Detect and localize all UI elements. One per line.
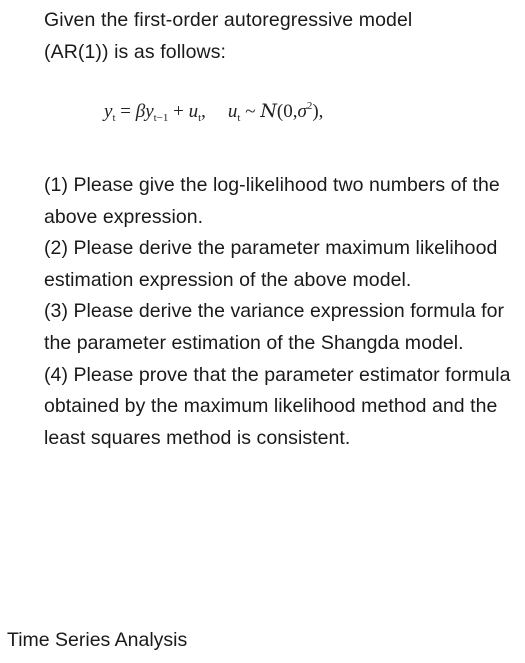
formula-y-lag: y	[145, 101, 154, 122]
formula-y-sub: t	[112, 112, 116, 124]
intro-line-2: (AR(1)) is as follows:	[44, 41, 227, 63]
formula-beta: β	[135, 101, 146, 122]
question-part-1: (1) Please give the log-likelihood two numbers of the above expression.	[44, 174, 500, 228]
formula-u-sub: t	[198, 112, 202, 124]
formula-sigma-sup: 2	[306, 100, 313, 112]
formula-y: y	[104, 101, 113, 122]
formula-normal-dist: N	[260, 100, 277, 122]
question-part-2: (2) Please derive the parameter maximum likelihood estimation expression of the above model.	[44, 237, 498, 291]
formula-comma-1: ,	[201, 101, 206, 122]
formula-equals: =	[115, 101, 136, 122]
formula-y-lag-sub: t−1	[153, 112, 169, 124]
formula-args-close: )	[312, 101, 319, 122]
question-intro	[44, 4, 520, 68]
formula-sigma: σ	[297, 101, 307, 122]
formula-plus: +	[168, 101, 189, 122]
formula-tilde: ~	[240, 101, 261, 122]
subject-label: Time Series Analysis	[7, 629, 188, 651]
question-parts	[44, 170, 522, 454]
question-part-4: (4) Please prove that the parameter estimator formula obtained by the maximum likelihood method and the least squares method is consistent.	[44, 363, 511, 449]
formula-u2-sub: t	[237, 112, 241, 124]
formula-args-open: (0,	[276, 101, 298, 122]
formula-comma-2: ,	[318, 101, 324, 122]
intro-line-1: Given the first-order autoregressive model	[44, 9, 413, 31]
formula-u: u	[188, 101, 199, 122]
question-part-3: (3) Please derive the variance expression formula for the parameter estimation of the Shangda model.	[44, 300, 505, 354]
formula-u2: u	[227, 101, 238, 122]
ar1-formula	[104, 100, 323, 124]
